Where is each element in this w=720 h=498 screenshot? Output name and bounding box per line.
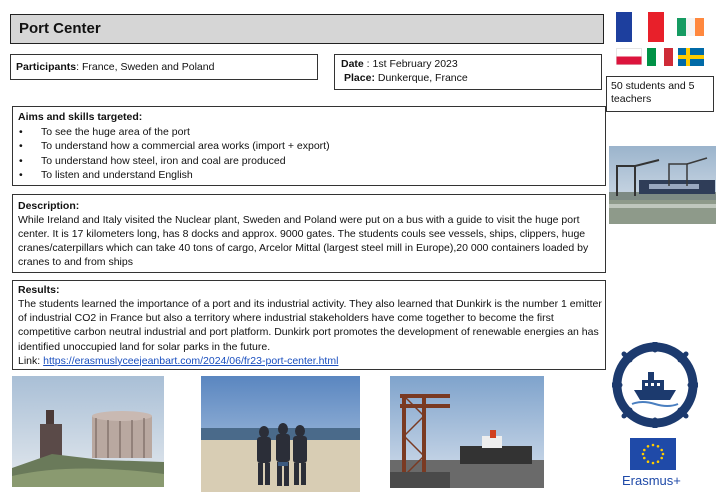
erasmus-label: Erasmus+ [622,473,681,488]
aims-box [12,106,606,186]
industrial-site-photo [12,376,164,487]
description-heading: Description: [18,200,80,212]
title-bar [10,14,604,44]
ship-crane-photo [390,376,544,488]
place-label: Place: [344,72,375,84]
page-title: Port Center [19,20,101,37]
list-item: • To see the huge area of the port [19,126,190,138]
link-label: Link: [18,354,44,367]
port-cranes-photo [609,146,716,224]
students-box [606,76,714,112]
list-item: • To listen and understand English [19,169,193,182]
aims-heading: Aims and skills targeted: [18,111,143,123]
list-item: • To understand how steel, iron and coal are produced [19,154,286,167]
poland-flag-icon [616,48,642,65]
ireland-flag-icon [677,18,704,36]
france-flag-icon [616,12,664,42]
results-box [12,280,606,370]
description-text: While Ireland and Italy visited the Nuclear plant, Sweden and Poland were put on a bus with a guide to visit the huge port center. It is 17 kilometers long, has 8 docks and approx. 9000 gates. The students couls see vessels, ships, clippers, huge cranes/caterpillars which can take 40 tons of cargo, Arcelor Mittal (largest steel mill in Europe),20 000 containers loaded by cranes to and from ships [18,214,589,268]
students-beach-photo [201,376,360,492]
date-place-box [334,54,602,90]
list-item: • To understand how a commercial area works (import + export) [19,140,330,153]
participants-label: Participants [16,61,77,73]
description-box [12,194,606,273]
results-link[interactable]: https://erasmuslyceejeanbart.com/2024/06/fr23-port-center.html [43,354,339,367]
students-count: 50 students and 5 teachers [611,80,695,105]
date-value: : 1st February 2023 [363,58,458,70]
place-value: Dunkerque, France [374,72,468,84]
eu-flag-icon [630,438,676,470]
aims-list [19,125,330,183]
date-label: Date [341,58,364,70]
sweden-flag-icon [678,48,704,66]
italy-flag-icon [647,48,673,66]
participants-box [10,54,318,80]
participants-value: : France, Sweden and Poland [76,61,215,73]
results-text: The students learned the importance of a port and its industrial activity. They also learned that Dunkirk is the number 1 emitter of industrial CO2 in France but also a territory where industrial stakeholders have come together to become the first competitive carbon neutral industrial and port platform. Dunkirk port promotes the development of renewable energies an has identified unoccupied land for solar parks in the future. Link: https://erasmuslyceejeanbart.com/2024/06/fr23-port-center.html [18,298,602,367]
school-logo-icon [612,342,698,428]
results-heading: Results: [18,284,60,296]
